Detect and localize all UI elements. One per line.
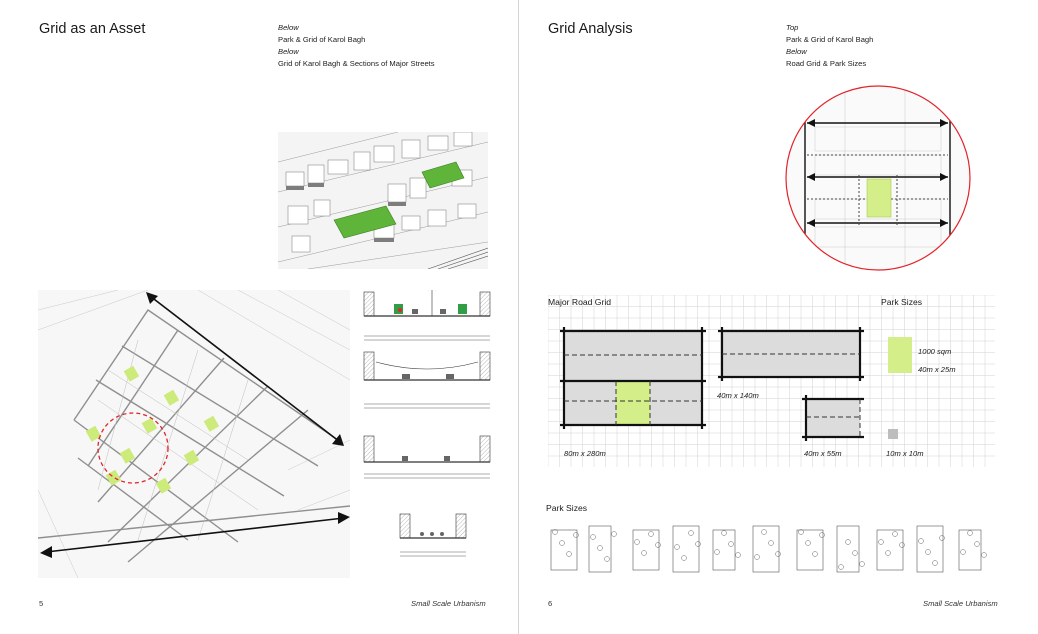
park-plan-thumbnails xyxy=(549,518,989,580)
park-small-dimension: 10m x 10m xyxy=(886,449,924,458)
road-grid-diagram xyxy=(548,295,995,467)
page-title: Grid as an Asset xyxy=(39,21,146,37)
major-road-grid-label: Major Road Grid xyxy=(548,297,612,307)
park-sizes-diagram-label: Park Sizes xyxy=(881,297,923,307)
axonometric-model-image xyxy=(278,132,488,269)
page-number: 5 xyxy=(39,599,44,608)
caption-line-1: Top xyxy=(786,23,799,32)
caption-line-4: Grid of Karol Bagh & Sections of Major Streets xyxy=(278,59,435,68)
block-medium-dimension: 40m x 140m xyxy=(717,391,759,400)
park-large-area: 1000 sqm xyxy=(918,347,952,356)
caption-line-3: Below xyxy=(786,47,807,56)
caption-line-2: Park & Grid of Karol Bagh xyxy=(278,35,366,44)
right-page xyxy=(519,0,1038,634)
figure-caption xyxy=(278,22,435,70)
caption-line-3: Below xyxy=(278,47,299,56)
running-title: Small Scale Urbanism xyxy=(411,599,486,608)
park-detail-circle xyxy=(785,85,971,271)
park-sizes-heading: Park Sizes xyxy=(546,503,588,513)
block-large-dimension: 80m x 280m xyxy=(564,449,606,458)
caption-line-4: Road Grid & Park Sizes xyxy=(786,59,867,68)
page-number: 6 xyxy=(548,599,553,608)
running-title: Small Scale Urbanism xyxy=(923,599,998,608)
street-sections xyxy=(362,290,492,575)
left-page xyxy=(0,0,518,634)
block-small-dimension: 40m x 55m xyxy=(804,449,842,458)
caption-line-2: Park & Grid of Karol Bagh xyxy=(786,35,874,44)
park-large-dimension: 40m x 25m xyxy=(918,365,956,374)
karol-bagh-grid-plan xyxy=(38,290,350,578)
caption-line-1: Below xyxy=(278,23,299,32)
figure-caption xyxy=(786,22,873,70)
page-title: Grid Analysis xyxy=(548,21,633,37)
